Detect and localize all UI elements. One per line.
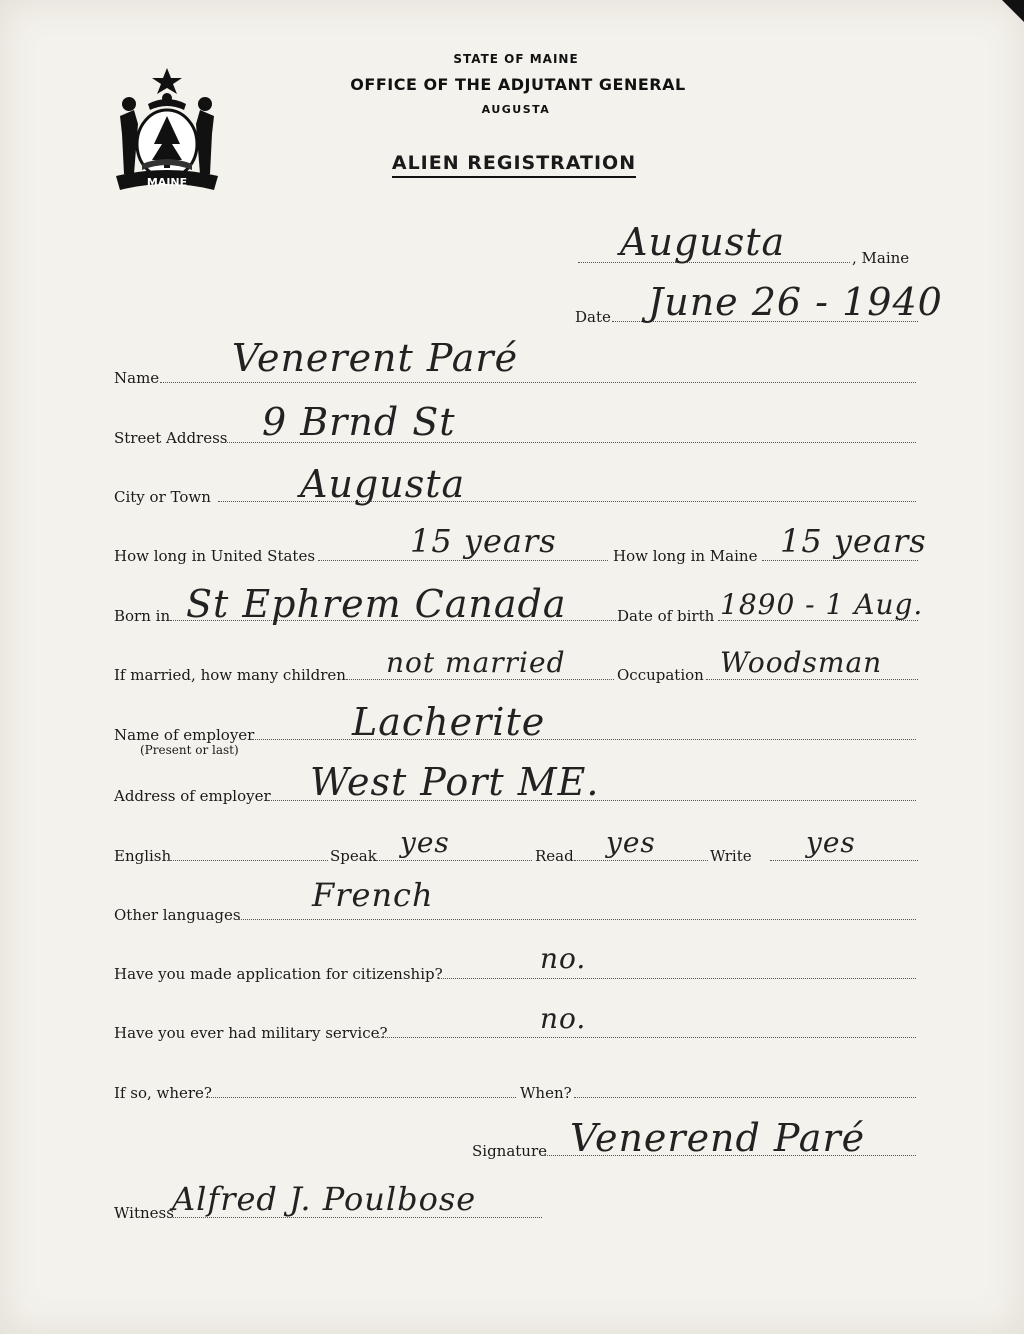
date-value[interactable]: June 26 - 1940 <box>648 280 943 324</box>
street-value[interactable]: 9 Brnd St <box>262 400 456 444</box>
employer-label: Name of employer <box>114 726 255 744</box>
maine-label: How long in Maine <box>613 547 758 565</box>
place-suffix: , Maine <box>852 249 910 267</box>
when-line[interactable] <box>574 1097 916 1098</box>
other-languages-line <box>236 919 916 920</box>
header-office: OFFICE OF THE ADJUTANT GENERAL <box>350 75 686 94</box>
page-corner <box>1002 0 1024 22</box>
write-label: Write <box>710 847 752 865</box>
seal-banner-text: MAINE <box>146 176 188 189</box>
write-line <box>770 860 918 861</box>
where-label: If so, where? <box>114 1084 212 1102</box>
children-line <box>346 679 614 680</box>
children-value[interactable]: not married <box>386 646 566 679</box>
name-label: Name <box>114 369 160 387</box>
when-label: When? <box>520 1084 572 1102</box>
name-value[interactable]: Venerent Paré <box>232 336 519 380</box>
born-value[interactable]: St Ephrem Canada <box>186 582 567 626</box>
form-title: ALIEN REGISTRATION <box>392 152 636 178</box>
speak-label: Speak <box>330 847 377 865</box>
us-label: How long in United States <box>114 547 316 565</box>
place-value[interactable]: Augusta <box>620 220 786 264</box>
city-value[interactable]: Augusta <box>300 462 466 506</box>
us-line <box>318 560 608 561</box>
street-label: Street Address <box>114 429 228 447</box>
citizenship-value[interactable]: no. <box>540 942 587 975</box>
witness-label: Witness <box>114 1204 174 1222</box>
speak-value[interactable]: yes <box>400 826 450 859</box>
read-line <box>574 860 708 861</box>
read-value[interactable]: yes <box>606 826 656 859</box>
employer-address-label: Address of employer <box>114 787 271 805</box>
children-label: If married, how many children <box>114 666 346 684</box>
us-value[interactable]: 15 years <box>410 522 557 560</box>
occupation-value[interactable]: Woodsman <box>720 646 883 679</box>
name-line <box>160 382 916 383</box>
maine-line <box>762 560 918 561</box>
english-label: English <box>114 847 172 865</box>
dob-label: Date of birth <box>617 607 715 625</box>
military-value[interactable]: no. <box>540 1002 587 1035</box>
signature-label: Signature <box>472 1142 548 1160</box>
employer-address-value[interactable]: West Port ME. <box>310 760 600 804</box>
occupation-line <box>706 679 918 680</box>
dob-value[interactable]: 1890 - 1 Aug. <box>720 588 924 621</box>
employer-value[interactable]: Lacherite <box>352 700 546 744</box>
occupation-label: Occupation <box>617 666 704 684</box>
citizenship-line <box>438 978 916 979</box>
where-line[interactable] <box>206 1097 516 1098</box>
witness-value[interactable]: Alfred J. Poulbose <box>172 1180 477 1218</box>
header-city: AUGUSTA <box>481 103 551 116</box>
write-value[interactable]: yes <box>806 826 856 859</box>
city-label: City or Town <box>114 488 211 506</box>
citizenship-label: Have you made application for citizenship? <box>114 965 443 983</box>
read-label: Read <box>535 847 574 865</box>
speak-line <box>376 860 532 861</box>
military-line <box>378 1037 916 1038</box>
english-line <box>168 860 328 861</box>
other-languages-label: Other languages <box>114 906 241 924</box>
header-state: STATE OF MAINE <box>453 52 579 66</box>
military-label: Have you ever had military service? <box>114 1024 388 1042</box>
born-label: Born in <box>114 607 171 625</box>
maine-value[interactable]: 15 years <box>780 522 927 560</box>
date-label: Date <box>575 308 611 326</box>
other-languages-value[interactable]: French <box>312 876 434 914</box>
employer-sublabel: (Present or last) <box>140 743 239 757</box>
signature-value[interactable]: Venerend Paré <box>570 1116 866 1160</box>
